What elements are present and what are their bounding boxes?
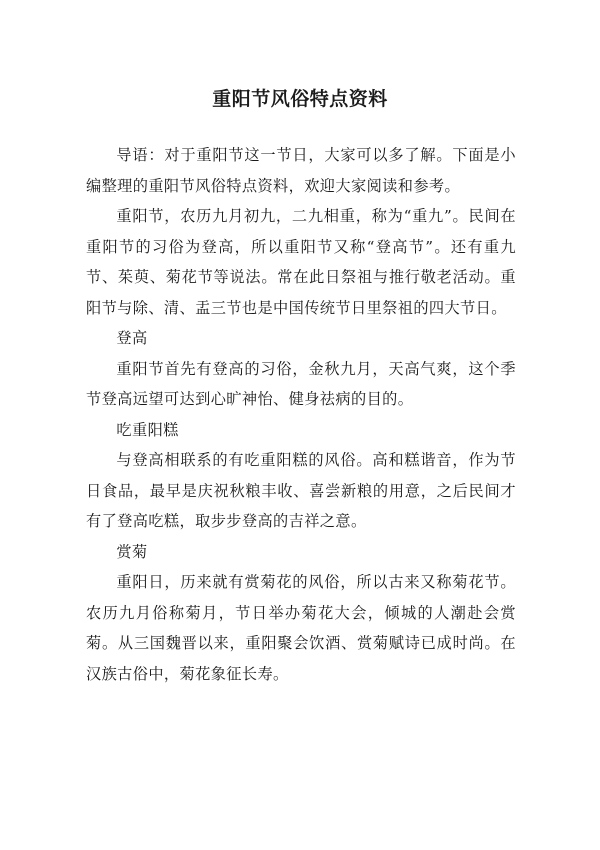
document-title: 重阳节风俗特点资料 — [212, 87, 388, 110]
section-heading-chongyanggao: 吃重阳糕 — [116, 420, 179, 439]
section-text-shangju: 重阳日，历来就有赏菊花的风俗，所以古来又称菊花节。农历九月俗称菊月，节日举办菊花大会，倾城的人潮赴会赏菊。从三国魏晋以来，重阳聚会饮酒、赏菊赋诗已成时尚。在汉族古俗中，菊花象征长寿。 — [86, 573, 516, 683]
section-text-chongyanggao: 与登高相联系的有吃重阳糕的风俗。高和糕谐音，作为节日食品，最早是庆祝秋粮丰收、喜尝新粮的用意，之后民间才有了登高吃糕，取步步登高的吉祥之意。 — [86, 451, 516, 530]
section-text-denggao: 重阳节首先有登高的习俗，金秋九月，天高气爽，这个季节登高远望可达到心旷神怡、健身祛病的目的。 — [86, 359, 516, 408]
section-heading-shangju: 赏菊 — [116, 542, 148, 561]
intro-paragraph: 导语：对于重阳节这一节日，大家可以多了解。下面是小编整理的重阳节风俗特点资料，欢迎大家阅读和参考。 — [86, 146, 516, 195]
overview-paragraph: 重阳节，农历九月初九，二九相重，称为“重九”。民间在重阳节的习俗为登高，所以重阳节又称“登高节”。还有重九节、茱萸、菊花节等说法。常在此日祭祖与推行敬老活动。重阳节与除、清、盂三节也是中国传统节日里祭祖的四大节日。 — [86, 207, 516, 317]
document-body — [86, 140, 516, 689]
section-heading-denggao: 登高 — [116, 329, 148, 347]
